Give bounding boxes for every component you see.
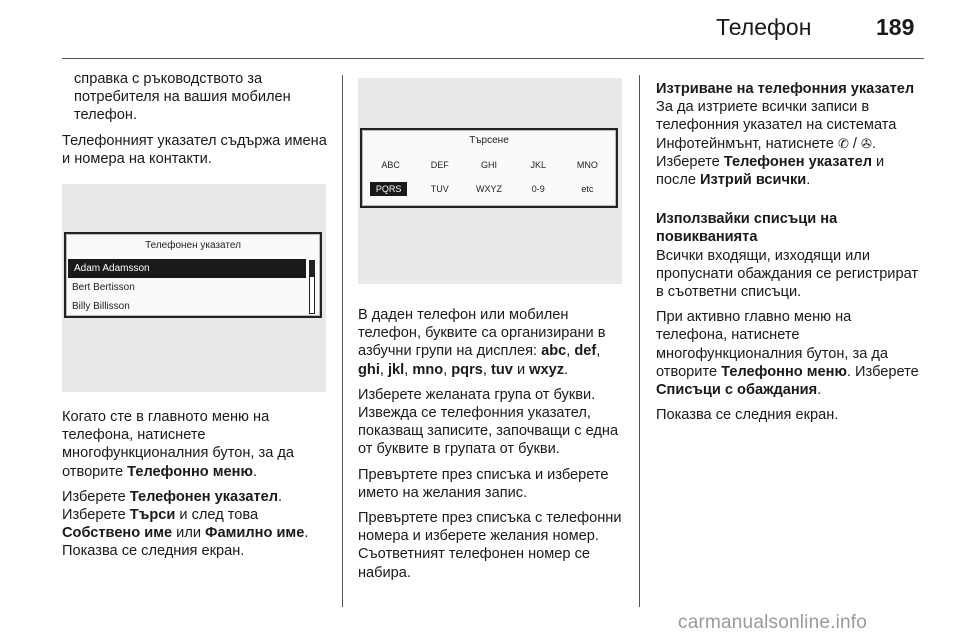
watermark: carmanualsonline.info <box>678 612 868 633</box>
paragraph-letter-groups: В даден телефон или мобилен телефон, буквите са организирани в азбучни групи на дисплея: abc, def, ghi, jkl, mno, pqrs, tuv и wxyz. <box>358 307 606 378</box>
search-illustration <box>358 78 622 284</box>
paragraph-scroll-names: Превъртете през списъка и изберете името на желания запис. <box>358 466 609 501</box>
search-screen-title: Търсене <box>469 135 509 146</box>
scrollbar-track[interactable] <box>309 260 315 314</box>
paragraph-scroll-numbers: Превъртете през списъка с телефонни номера и изберете желания номер. Съответният телефонен номер се набира. <box>358 510 622 581</box>
paragraph-intro: справка с ръководството за потребителя на вашия мобилен телефон. <box>74 71 291 124</box>
column-divider-1 <box>342 75 343 607</box>
column-divider-2 <box>639 75 640 607</box>
phonebook-entry[interactable]: Billy Billisson <box>72 301 130 312</box>
paragraph-select-group: Изберете желаната група от букви. Извежда се телефонния указател, показващ записите, започващи с една от буквите в групата от букви. <box>358 386 619 458</box>
phone-icon: ✆ <box>837 135 849 151</box>
key-etc[interactable]: etc <box>581 184 594 194</box>
mute-icon: ✇ <box>861 135 872 151</box>
page-number: 189 <box>876 14 915 40</box>
key-wxyz[interactable]: WXYZ <box>475 184 502 194</box>
paragraph-phonebook: Телефонният указател съдържа имена и номера на контакти. <box>62 132 327 167</box>
paragraph-select-search: Изберете Телефонен указател. Изберете Търси и след това Собствено име или Фамилно име. Показва се следния екран. <box>62 488 309 560</box>
paragraph-call-lists: Всички входящи, изходящи или пропуснати обаждания се регистрират в съответни списъци. <box>656 247 919 301</box>
heading-delete-phonebook: Изтриване на телефонния указател <box>656 81 915 97</box>
running-header-title: Телефон <box>716 14 812 40</box>
paragraph-delete-phonebook: За да изтриете всички записи в телефонния указател на системата Инфотейнмънт, натиснете ✆ / ✇. Изберете Телефонен указател и после Изтрий всички. <box>656 99 897 189</box>
key-ghi[interactable]: GHI <box>480 160 497 170</box>
key-pqrs-selected[interactable]: PQRS <box>370 182 407 196</box>
paragraph-open-menu: Когато сте в главното меню на телефона, натиснете многофункционалния бутон, за да отворите Телефонно меню. <box>62 409 295 480</box>
key-tuv[interactable]: TUV <box>430 184 449 194</box>
phonebook-entry-selected[interactable]: Adam Adamsson <box>68 259 306 278</box>
key-jkl[interactable]: JKL <box>530 160 546 170</box>
phonebook-entry[interactable]: Bert Bertisson <box>72 282 135 293</box>
paragraph-open-call-lists: При активно главно меню на телефона, натиснете многофункционалния бутон, за да отворите Телефонно меню. Изберете Списъци с обаждания. <box>656 309 919 399</box>
column-3 <box>656 80 926 431</box>
key-abc[interactable]: ABC <box>381 160 400 170</box>
key-mno[interactable]: MNO <box>576 160 598 170</box>
header-rule <box>62 58 924 59</box>
column-2 <box>358 306 626 589</box>
key-0-9[interactable]: 0-9 <box>531 184 545 194</box>
heading-call-lists: Използвайки списъци на повикванията <box>656 211 838 246</box>
paragraph-screen-shown: Показва се следния екран. <box>656 407 839 424</box>
search-screen <box>360 128 618 208</box>
phonebook-screen <box>64 232 322 318</box>
phonebook-screen-title: Телефонен указател <box>145 240 241 251</box>
phonebook-illustration <box>62 184 326 392</box>
column-1 <box>62 70 330 175</box>
letter-group-keypad <box>362 158 616 196</box>
column-1-bottom <box>62 408 330 568</box>
key-def[interactable]: DEF <box>430 160 449 170</box>
scrollbar-thumb[interactable] <box>310 261 314 277</box>
